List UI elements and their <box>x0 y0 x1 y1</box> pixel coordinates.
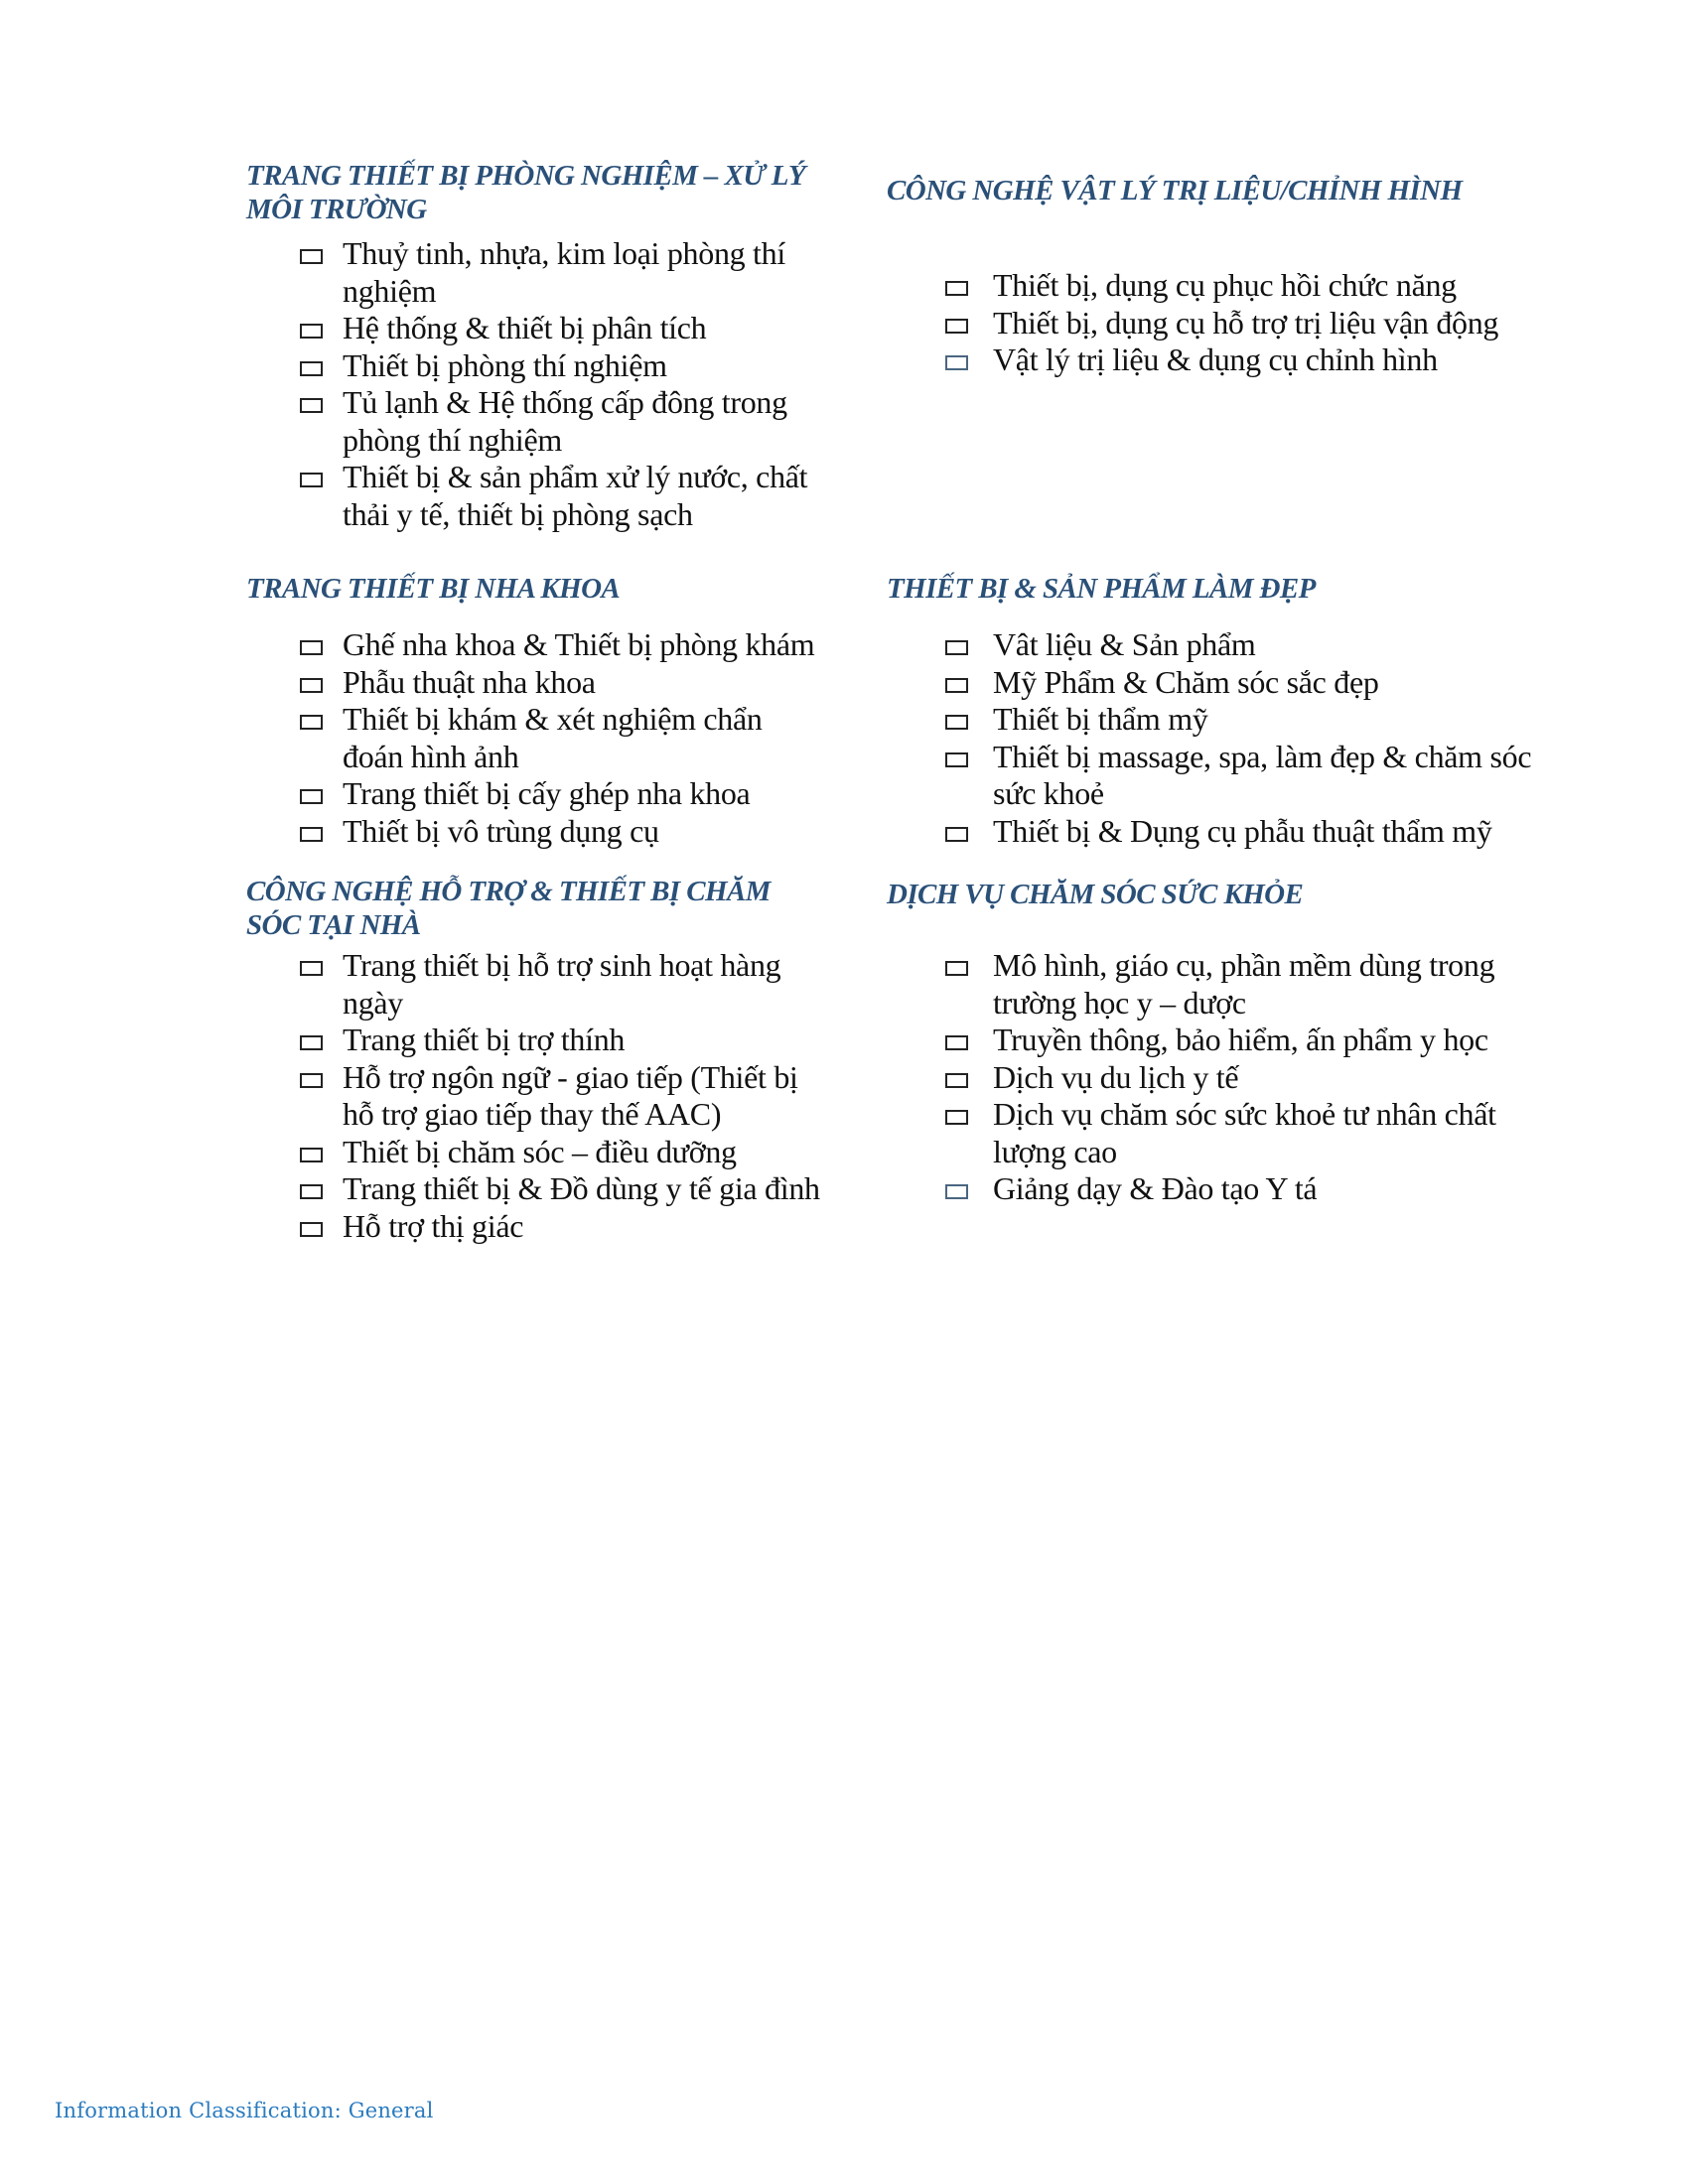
checkbox-list <box>246 626 814 850</box>
checkbox-item[interactable] <box>887 739 1531 813</box>
checkbox-item[interactable] <box>246 947 820 1022</box>
checkbox-icon[interactable] <box>300 1035 323 1050</box>
checkbox-list <box>887 626 1531 850</box>
section-heading: DỊCH VỤ CHĂM SÓC SỨC KHỎE <box>887 879 1304 910</box>
checkbox-label: Thiết bị chăm sóc – điều dưỡng <box>343 1133 737 1169</box>
checkbox-item[interactable] <box>246 459 807 533</box>
checkbox-icon[interactable] <box>300 398 323 413</box>
checkbox-label: Mô hình, giáo cụ, phần mềm dùng trong trường học y – dược <box>993 947 1495 1021</box>
checkbox-icon[interactable] <box>945 640 968 655</box>
checkbox-item[interactable] <box>887 1059 1496 1097</box>
checkbox-item[interactable] <box>246 1170 820 1208</box>
section-heading: CÔNG NGHỆ VẬT LÝ TRỊ LIỆU/CHỈNH HÌNH <box>887 175 1463 206</box>
checkbox-label: Trang thiết bị & Đồ dùng y tế gia đình <box>343 1170 820 1206</box>
checkbox-icon[interactable] <box>945 1035 968 1050</box>
checkbox-label: Hỗ trợ ngôn ngữ - giao tiếp (Thiết bị hỗ trợ giao tiếp thay thế AAC) <box>343 1058 798 1132</box>
checkbox-icon[interactable] <box>945 319 968 334</box>
checkbox-icon[interactable] <box>300 678 323 693</box>
checkbox-item[interactable] <box>887 947 1496 1022</box>
section-heading: TRANG THIẾT BỊ NHA KHOA <box>246 573 621 605</box>
checkbox-item[interactable] <box>246 664 814 702</box>
checkbox-item[interactable] <box>246 310 807 347</box>
checkbox-label: Trang thiết bị trợ thính <box>343 1022 626 1057</box>
checkbox-label: Thiết bị & sản phẩm xử lý nước, chất thải y tế, thiết bị phòng sạch <box>343 459 808 532</box>
checkbox-icon[interactable] <box>300 1184 323 1199</box>
section-healthcare-services <box>887 878 1582 1206</box>
checkbox-label: Thiết bị thẩm mỹ <box>993 701 1208 737</box>
checkbox-item[interactable] <box>246 1134 820 1171</box>
section-physiotherapy <box>887 174 1582 377</box>
checkbox-item[interactable] <box>246 347 807 385</box>
checkbox-icon[interactable] <box>300 1073 323 1088</box>
section-heading: TRANG THIẾT BỊ PHÒNG NGHIỆM – XỬ LÝ MÔI TRƯỜNG <box>246 160 805 225</box>
checkbox-icon[interactable] <box>300 361 323 376</box>
section-heading: CÔNG NGHỆ HỖ TRỢ & THIẾT BỊ CHĂM SÓC TẠI NHÀ <box>246 876 771 941</box>
checkbox-label: Dịch vụ du lịch y tế <box>993 1058 1239 1095</box>
section-dental-equipment <box>246 572 862 849</box>
checkbox-item[interactable] <box>246 775 814 813</box>
checkbox-icon[interactable] <box>945 678 968 693</box>
checkbox-list <box>246 235 807 533</box>
checkbox-item[interactable] <box>246 626 814 664</box>
checkbox-label: Ghế nha khoa & Thiết bị phòng khám <box>343 626 815 662</box>
checkbox-item[interactable] <box>887 664 1531 702</box>
section-heading: THIẾT BỊ & SẢN PHẨM LÀM ĐẸP <box>887 573 1316 605</box>
checkbox-icon[interactable] <box>300 961 323 976</box>
checkbox-icon[interactable] <box>945 827 968 842</box>
checkbox-label: Thiết bị khám & xét nghiệm chẩn đoán hình ảnh <box>343 701 763 774</box>
checkbox-icon[interactable] <box>300 640 323 655</box>
checkbox-icon[interactable] <box>945 281 968 296</box>
checkbox-item[interactable] <box>246 813 814 851</box>
checkbox-label: Trang thiết bị cấy ghép nha khoa <box>343 775 751 811</box>
information-classification-label: Information Classification: General <box>55 2099 434 2122</box>
checkbox-icon[interactable] <box>945 1110 968 1125</box>
checkbox-list <box>887 947 1496 1208</box>
checkbox-item[interactable] <box>246 235 807 310</box>
checkbox-label: Vật lý trị liệu & dụng cụ chỉnh hình <box>993 341 1438 377</box>
checkbox-item[interactable] <box>887 1170 1496 1208</box>
checkbox-label: Mỹ Phẩm & Chăm sóc sắc đẹp <box>993 663 1379 700</box>
checkbox-item[interactable] <box>887 701 1531 739</box>
checkbox-label: Phẫu thuật nha khoa <box>343 663 596 700</box>
checkbox-label: Giảng dạy & Đào tạo Y tá <box>993 1170 1318 1206</box>
checkbox-icon[interactable] <box>300 715 323 730</box>
checkbox-item[interactable] <box>246 384 807 459</box>
checkbox-item[interactable] <box>887 813 1531 851</box>
checkbox-label: Thiết bị & Dụng cụ phẫu thuật thẩm mỹ <box>993 812 1492 849</box>
checkbox-label: Thiết bị vô trùng dụng cụ <box>343 812 659 849</box>
checkbox-label: Thiết bị phòng thí nghiệm <box>343 346 667 383</box>
checkbox-list <box>246 947 820 1245</box>
checkbox-label: Thiết bị, dụng cụ hỗ trợ trị liệu vận động <box>993 304 1499 341</box>
checkbox-icon[interactable] <box>945 752 968 767</box>
checkbox-icon[interactable] <box>945 961 968 976</box>
checkbox-label: Hỗ trợ thị giác <box>343 1207 524 1244</box>
checkbox-icon[interactable] <box>300 789 323 804</box>
checkbox-item[interactable] <box>887 341 1498 379</box>
checkbox-list <box>887 267 1498 379</box>
section-lab-equipment <box>246 159 862 532</box>
checkbox-item[interactable] <box>887 1096 1496 1170</box>
checkbox-item[interactable] <box>887 267 1498 305</box>
checkbox-icon[interactable] <box>945 1184 968 1199</box>
checkbox-item[interactable] <box>246 1059 820 1134</box>
checkbox-item[interactable] <box>887 1022 1496 1059</box>
checkbox-icon[interactable] <box>300 827 323 842</box>
section-home-care <box>246 875 862 1244</box>
checkbox-label: Truyền thông, bảo hiểm, ấn phẩm y học <box>993 1022 1488 1057</box>
checkbox-icon[interactable] <box>300 1222 323 1237</box>
checkbox-icon[interactable] <box>945 715 968 730</box>
checkbox-label: Thuỷ tinh, nhựa, kim loại phòng thí nghiệm <box>343 235 785 309</box>
checkbox-icon[interactable] <box>300 473 323 487</box>
checkbox-item[interactable] <box>887 305 1498 342</box>
checkbox-label: Tủ lạnh & Hệ thống cấp đông trong phòng thí nghiệm <box>343 384 787 458</box>
checkbox-icon[interactable] <box>945 355 968 370</box>
checkbox-item[interactable] <box>246 1208 820 1246</box>
checkbox-icon[interactable] <box>945 1073 968 1088</box>
checkbox-item[interactable] <box>246 701 814 775</box>
checkbox-label: Dịch vụ chăm sóc sức khoẻ tư nhân chất lượng cao <box>993 1096 1496 1169</box>
checkbox-label: Vât liệu & Sản phẩm <box>993 626 1256 662</box>
checkbox-item[interactable] <box>887 626 1531 664</box>
checkbox-label: Thiết bị massage, spa, làm đẹp & chăm sóc sức khoẻ <box>993 738 1532 811</box>
checkbox-icon[interactable] <box>300 1148 323 1162</box>
checkbox-label: Hệ thống & thiết bị phân tích <box>343 310 707 345</box>
checkbox-icon[interactable] <box>300 324 323 339</box>
checkbox-item[interactable] <box>246 1022 820 1059</box>
checkbox-label: Thiết bị, dụng cụ phục hồi chức năng <box>993 267 1457 303</box>
checkbox-icon[interactable] <box>300 249 323 264</box>
checkbox-label: Trang thiết bị hỗ trợ sinh hoạt hàng ngày <box>343 947 781 1021</box>
section-beauty-products <box>887 572 1582 849</box>
